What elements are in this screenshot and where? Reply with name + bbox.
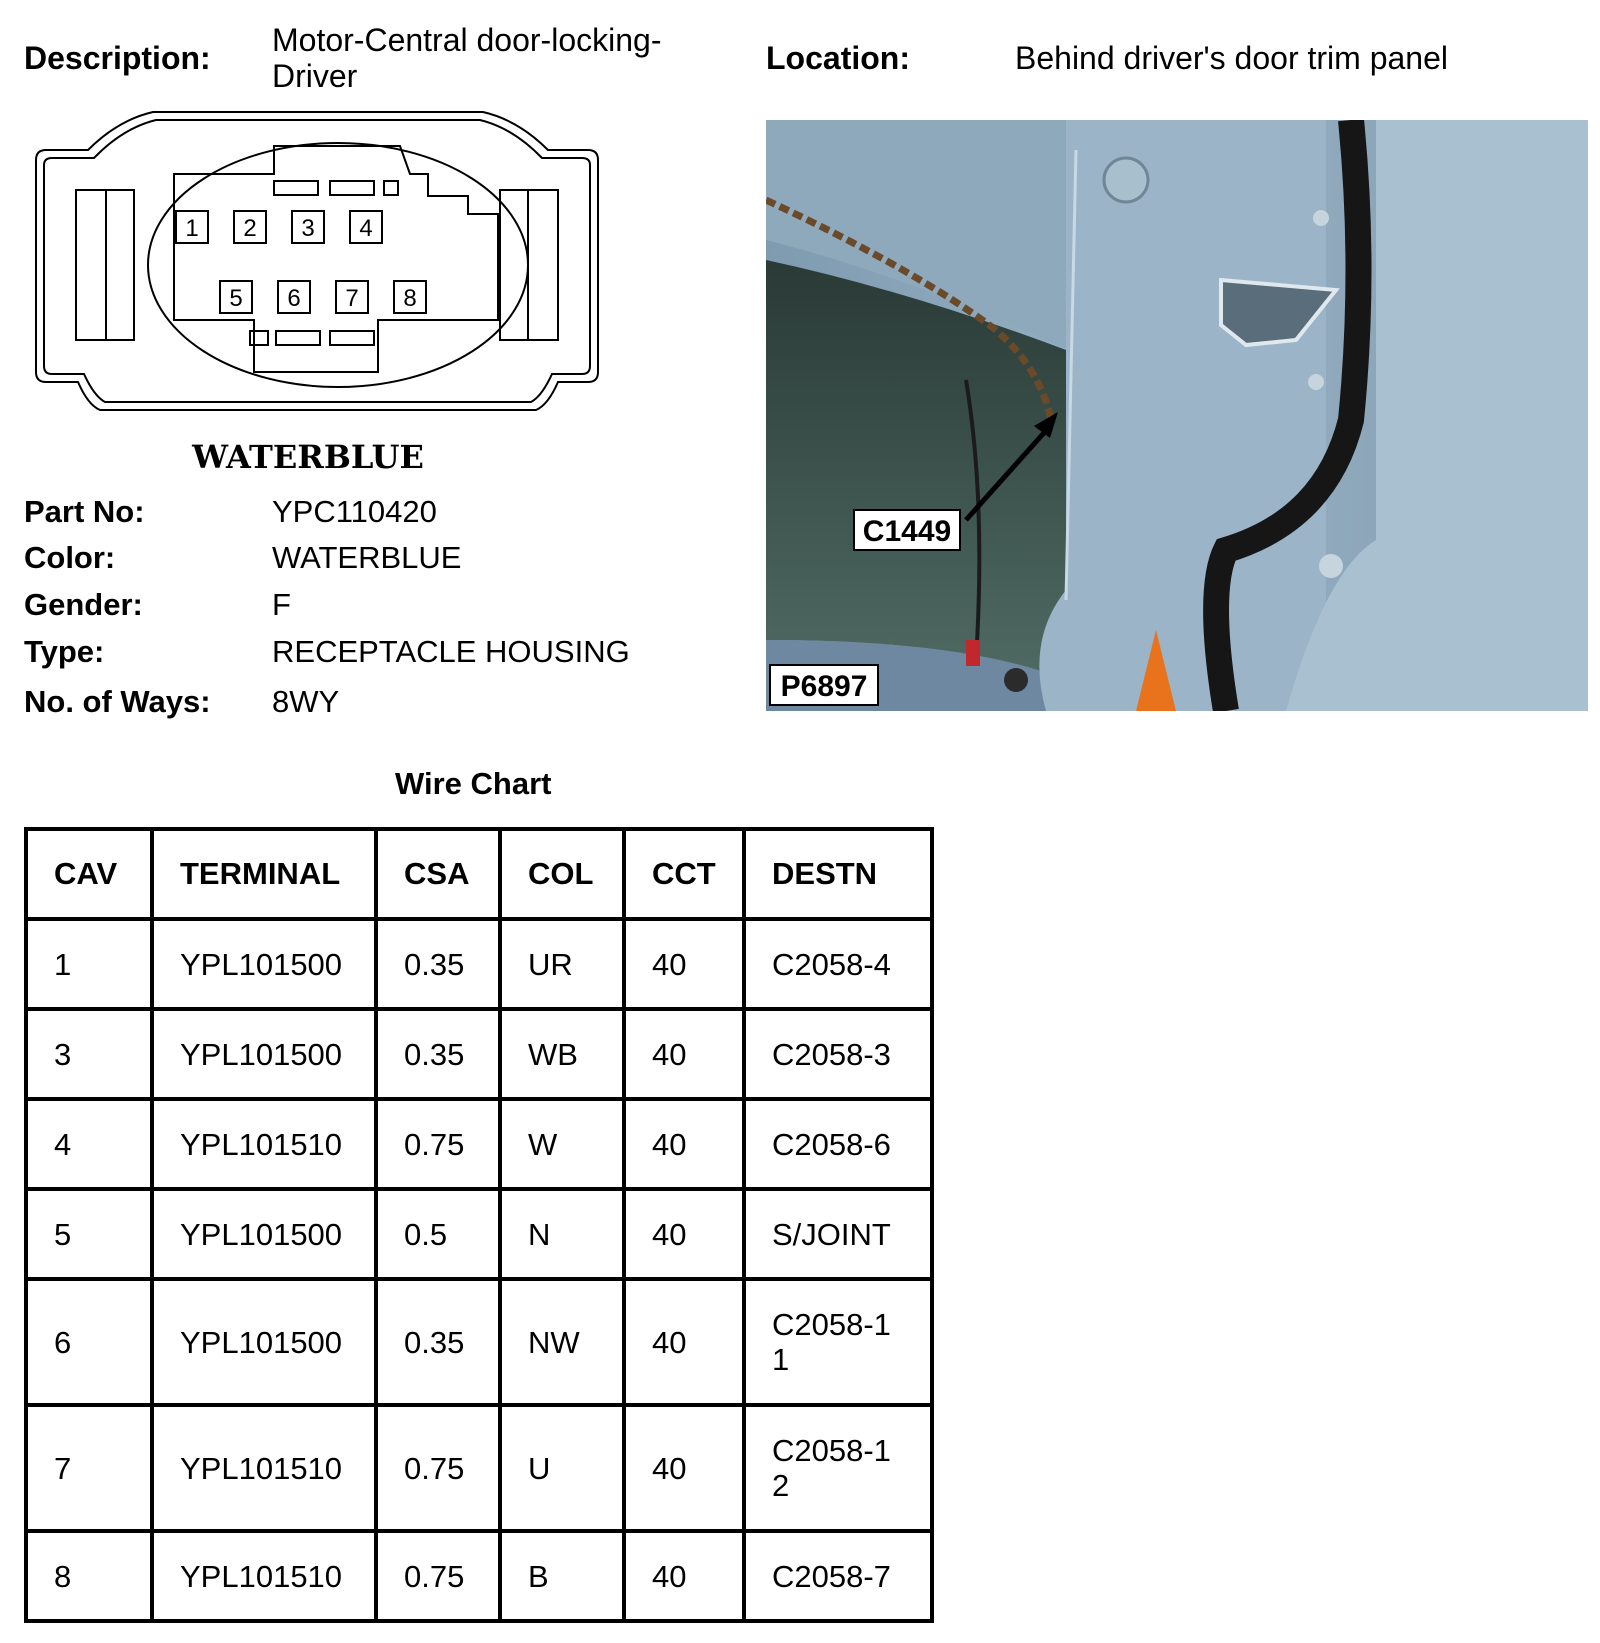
cell-destn: S/JOINT bbox=[744, 1189, 932, 1279]
cell-cav: 1 bbox=[26, 919, 152, 1009]
column-header: DESTN bbox=[744, 829, 932, 919]
column-header: CCT bbox=[624, 829, 744, 919]
keying-outline bbox=[174, 146, 498, 372]
color-label: Color: bbox=[24, 540, 116, 575]
table-row bbox=[26, 1531, 932, 1621]
cell-csa: 0.35 bbox=[376, 919, 500, 1009]
cell-destn: C2058-6 bbox=[744, 1099, 932, 1189]
central-oval bbox=[148, 143, 528, 387]
cell-col: N bbox=[500, 1189, 624, 1279]
cell-terminal: YPL101510 bbox=[152, 1405, 376, 1531]
wire-chart-title: Wire Chart bbox=[395, 766, 552, 801]
cell-terminal: YPL101510 bbox=[152, 1099, 376, 1189]
cell-destn: C2058-3 bbox=[744, 1009, 932, 1099]
cell-cct: 40 bbox=[624, 1009, 744, 1099]
cell-col: NW bbox=[500, 1279, 624, 1405]
table-row bbox=[26, 1405, 932, 1531]
side-latch-right-inner bbox=[500, 190, 528, 340]
cavity-label: 7 bbox=[345, 285, 359, 312]
cell-col: WB bbox=[500, 1009, 624, 1099]
cell-destn: C2058-12 bbox=[744, 1405, 932, 1531]
gender-label: Gender: bbox=[24, 587, 143, 622]
part-no-label: Part No: bbox=[24, 494, 145, 529]
cell-cct: 40 bbox=[624, 1189, 744, 1279]
cell-terminal: YPL101510 bbox=[152, 1531, 376, 1621]
table-row bbox=[26, 1009, 932, 1099]
cell-cav: 5 bbox=[26, 1189, 152, 1279]
column-header: CAV bbox=[26, 829, 152, 919]
cell-col: UR bbox=[500, 919, 624, 1009]
cavity-label: 8 bbox=[403, 285, 417, 312]
cell-csa: 0.75 bbox=[376, 1099, 500, 1189]
cavity-label: 3 bbox=[301, 215, 315, 242]
cell-csa: 0.35 bbox=[376, 1009, 500, 1099]
cell-terminal: YPL101500 bbox=[152, 1279, 376, 1405]
location-photo bbox=[766, 120, 1588, 711]
cell-terminal: YPL101500 bbox=[152, 919, 376, 1009]
part-no-value: YPC110420 bbox=[272, 494, 437, 529]
cavity-label: 1 bbox=[185, 215, 199, 242]
cavity-label: 2 bbox=[243, 215, 257, 242]
type-value: RECEPTACLE HOUSING bbox=[272, 634, 630, 669]
cell-cav: 6 bbox=[26, 1279, 152, 1405]
table-header-row bbox=[26, 829, 932, 919]
cell-csa: 0.75 bbox=[376, 1531, 500, 1621]
color-value: WATERBLUE bbox=[272, 540, 462, 575]
cell-cct: 40 bbox=[624, 1405, 744, 1531]
location-value: Behind driver's door trim panel bbox=[1015, 40, 1448, 76]
table-row bbox=[26, 1279, 932, 1405]
cell-cct: 40 bbox=[624, 1279, 744, 1405]
column-header: CSA bbox=[376, 829, 500, 919]
description-label: Description: bbox=[24, 40, 211, 76]
connector-face-diagram bbox=[28, 110, 608, 490]
cell-csa: 0.5 bbox=[376, 1189, 500, 1279]
cell-col: B bbox=[500, 1531, 624, 1621]
side-latch-left-inner bbox=[106, 190, 134, 340]
ways-value: 8WY bbox=[272, 684, 340, 719]
cell-csa: 0.35 bbox=[376, 1279, 500, 1405]
cell-destn: C2058-7 bbox=[744, 1531, 932, 1621]
cavity-label: 4 bbox=[359, 215, 373, 242]
cell-terminal: YPL101500 bbox=[152, 1189, 376, 1279]
housing-outline-outer bbox=[36, 112, 598, 410]
cell-cct: 40 bbox=[624, 1099, 744, 1189]
column-header: COL bbox=[500, 829, 624, 919]
type-label: Type: bbox=[24, 634, 105, 669]
ways-label: No. of Ways: bbox=[24, 684, 211, 719]
housing-outline-inner bbox=[44, 120, 590, 402]
table-row bbox=[26, 919, 932, 1009]
cell-cav: 4 bbox=[26, 1099, 152, 1189]
cell-csa: 0.75 bbox=[376, 1405, 500, 1531]
table-row bbox=[26, 1099, 932, 1189]
cell-destn: C2058-4 bbox=[744, 919, 932, 1009]
cell-destn: C2058-11 bbox=[744, 1279, 932, 1405]
cavity-label: 6 bbox=[287, 285, 301, 312]
cell-cav: 7 bbox=[26, 1405, 152, 1531]
cell-col: U bbox=[500, 1405, 624, 1531]
photo-ref: P6897 bbox=[780, 670, 868, 703]
cell-terminal: YPL101500 bbox=[152, 1009, 376, 1099]
location-label: Location: bbox=[766, 40, 910, 76]
callout-label: C1449 bbox=[862, 515, 952, 548]
wire-chart-table bbox=[24, 827, 934, 1623]
cell-cct: 40 bbox=[624, 1531, 744, 1621]
cavity-label: 5 bbox=[229, 285, 243, 312]
cell-cav: 3 bbox=[26, 1009, 152, 1099]
cell-cct: 40 bbox=[624, 919, 744, 1009]
connector-caption: WATERBLUE bbox=[192, 438, 424, 476]
cell-cav: 8 bbox=[26, 1531, 152, 1621]
description-value: Motor-Central door-locking-Driver bbox=[272, 22, 662, 94]
table-row bbox=[26, 1189, 932, 1279]
cell-col: W bbox=[500, 1099, 624, 1189]
column-header: TERMINAL bbox=[152, 829, 376, 919]
gender-value: F bbox=[272, 587, 291, 622]
